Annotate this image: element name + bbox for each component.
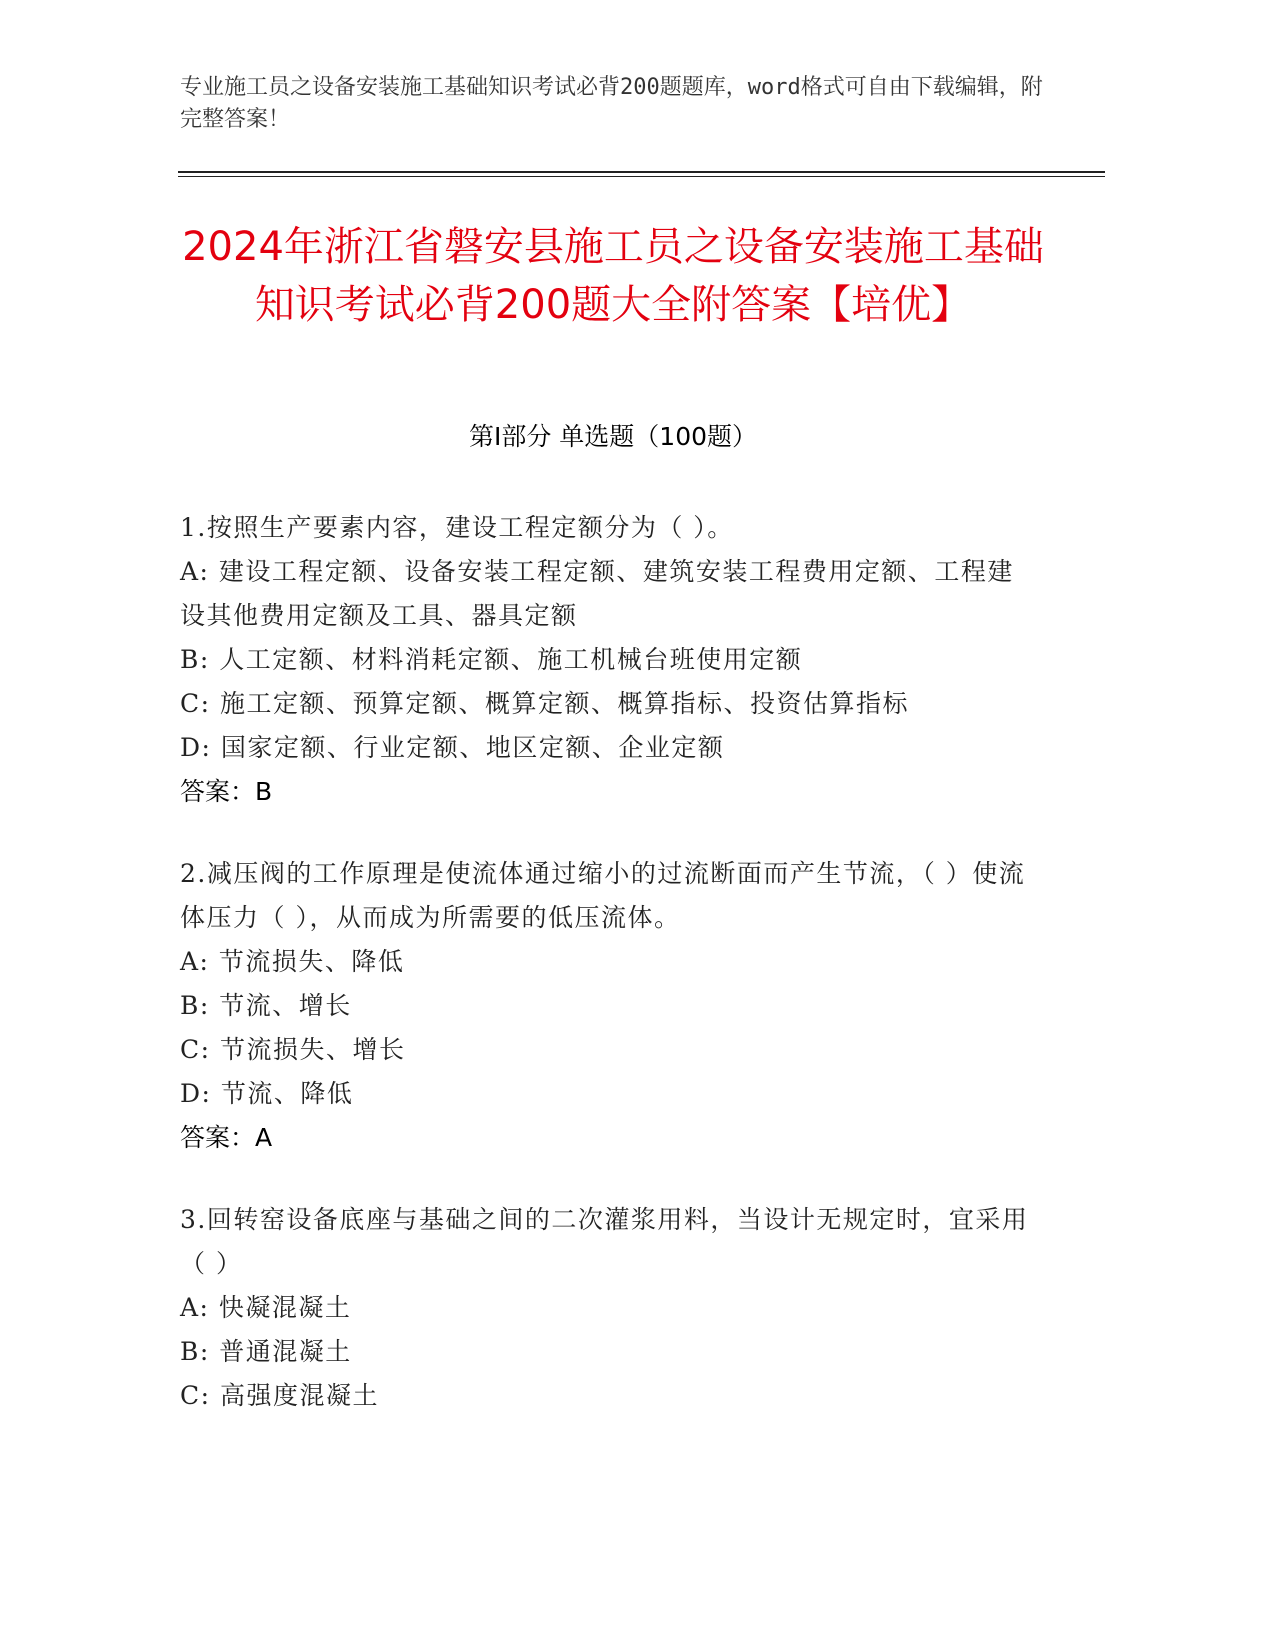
answer: 答案：B — [180, 777, 273, 806]
header-note: 专业施工员之设备安装施工基础知识考试必背200题题库，word格式可自由下载编辑，附完整答案！ — [180, 75, 1043, 132]
question-text: 1.按照生产要素内容，建设工程定额分为（ ）。 — [180, 513, 734, 542]
option-d: D: 节流、降低 — [180, 1079, 354, 1108]
answer: 答案：A — [180, 1123, 273, 1152]
header-rule-thin — [178, 176, 1105, 177]
option-c: C: 节流损失、增长 — [180, 1035, 406, 1064]
section-title: 第I部分 单选题（100题） — [468, 422, 758, 451]
option-a: A: 建设工程定额、设备安装工程定额、建筑安装工程费用定额、工程建设其他费用定额及工具、器具定额 — [180, 557, 1014, 630]
question-3 — [180, 1198, 1040, 1418]
question-text: 2.减压阀的工作原理是使流体通过缩小的过流断面而产生节流，（ ）使流体压力（ ），从而成为所需要的低压流体。 — [180, 859, 1026, 932]
option-a: A: 快凝混凝土 — [180, 1293, 352, 1322]
question-1 — [180, 506, 1040, 814]
question-2 — [180, 852, 1040, 1160]
option-c: C: 施工定额、预算定额、概算定额、概算指标、投资估算指标 — [180, 689, 910, 718]
option-b: B: 节流、增长 — [180, 991, 352, 1020]
option-c: C: 高强度混凝土 — [180, 1381, 379, 1410]
option-d: D: 国家定额、行业定额、地区定额、企业定额 — [180, 733, 725, 762]
option-b: B: 普通混凝土 — [180, 1337, 352, 1366]
option-a: A: 节流损失、降低 — [180, 947, 405, 976]
header-rule-thick — [178, 171, 1105, 173]
document-title: 2024年浙江省磐安县施工员之设备安装施工基础知识考试必背200题大全附答案【培优】 — [182, 224, 1044, 328]
option-b: B: 人工定额、材料消耗定额、施工机械台班使用定额 — [180, 645, 803, 674]
question-text: 3.回转窑设备底座与基础之间的二次灌浆用料，当设计无规定时，宜采用（ ） — [180, 1205, 1029, 1278]
question-list — [180, 506, 1040, 1456]
